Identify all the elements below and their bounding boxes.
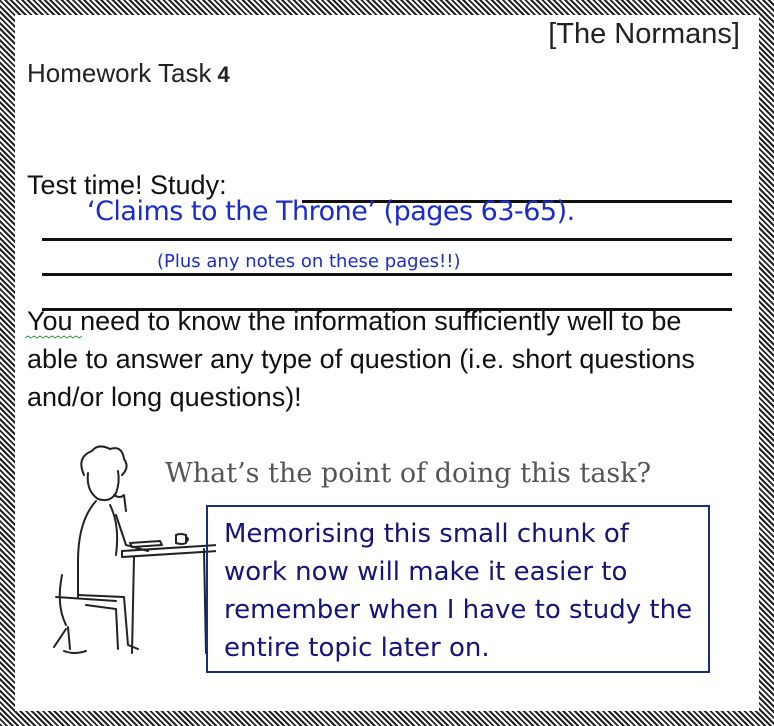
spellcheck-squiggle [25,335,83,339]
homework-title [27,58,230,89]
study-content: ‘Claims to the Throne’ (pages 63-65). [87,196,575,227]
study-note: (Plus any notes on these pages!!) [157,251,461,272]
answer-line-3 [42,273,732,276]
point-question: What’s the point of doing this task? [165,458,652,489]
topic-label: [The Normans] [548,18,740,50]
instructions-text: You need to know the information sufficiently well to be able to answer any type of question (i.e. short questions and/or long questions)! [27,306,695,412]
point-answer-box [206,505,710,673]
study-label: Test time! Study: [27,170,227,200]
task-number: 4 [217,62,230,87]
point-answer-text: Memorising this small chunk of work now will make it easier to remember when I have to study the entire topic later on. [224,519,693,663]
homework-title-text: Homework Task [27,58,212,88]
answer-line-2 [42,238,732,241]
